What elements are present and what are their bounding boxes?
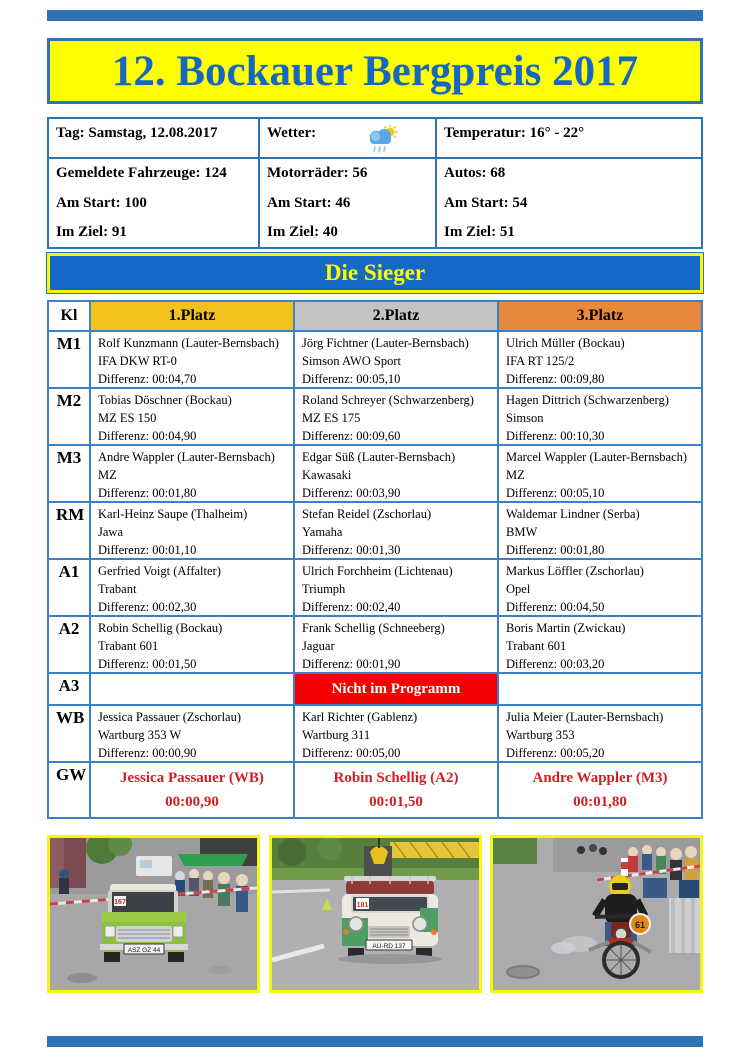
- driver-name: Markus Löffler (Zschorlau): [506, 564, 644, 578]
- overall-winner-name: Robin Schellig (A2): [333, 770, 459, 786]
- table-row-a3: [49, 674, 701, 706]
- overall-winner-name: Andre Wappler (M3): [532, 770, 668, 786]
- table-row-m3: [49, 446, 701, 503]
- driver-name: Rolf Kunzmann (Lauter-Bernsbach): [98, 336, 279, 350]
- class-label: GW: [56, 765, 87, 784]
- vehicle: Trabant: [98, 582, 137, 596]
- class-column-header: Kl: [60, 307, 78, 324]
- vehicle: MZ ES 175: [302, 411, 361, 425]
- third-place-header: 3.Platz: [497, 302, 701, 330]
- difference: Differenz: 00:05,10: [506, 486, 605, 500]
- driver-name: Gerfried Voigt (Affalter): [98, 564, 221, 578]
- title-banner: [47, 38, 703, 104]
- result-cell: [497, 446, 701, 501]
- overall-winner-cell: [293, 763, 497, 817]
- class-label: A3: [58, 676, 80, 695]
- winners-banner: [47, 253, 703, 293]
- difference: Differenz: 00:05,00: [302, 746, 401, 760]
- results-header-row: [49, 302, 701, 332]
- overall-winner-name: Jessica Passauer (WB): [120, 770, 264, 786]
- driver-name: Andre Wappler (Lauter-Bernsbach): [98, 450, 275, 464]
- result-cell: [89, 503, 293, 558]
- difference: Differenz: 00:10,30: [506, 429, 605, 443]
- overall-winner-time: 00:01,80: [573, 794, 627, 810]
- vehicle: Yamaha: [302, 525, 343, 539]
- class-label: RM: [56, 505, 85, 524]
- at-start-total: Am Start: 100: [56, 194, 147, 211]
- event-date: Tag: Samstag, 12.08.2017: [49, 119, 260, 165]
- result-cell: [293, 503, 497, 558]
- driver-name: Jessica Passauer (Zschorlau): [98, 710, 242, 724]
- sun-behind-rain-cloud-icon: [364, 124, 402, 159]
- motorcycles-count: Motorräder: 56: [267, 165, 368, 181]
- counts-cars: [437, 159, 701, 247]
- event-info-table: [47, 117, 703, 249]
- result-cell: [89, 389, 293, 444]
- at-start-motorcycles: Am Start: 46: [267, 194, 351, 211]
- photo-green-wartburg: [47, 835, 260, 993]
- driver-name: Ulrich Müller (Bockau): [506, 336, 625, 350]
- difference: Differenz: 00:01,30: [302, 543, 401, 557]
- difference: Differenz: 00:03,90: [302, 486, 401, 500]
- vehicle: Simson AWO Sport: [302, 354, 402, 368]
- difference: Differenz: 00:05,10: [302, 372, 401, 386]
- class-label: WB: [56, 708, 85, 727]
- vehicle: Jawa: [98, 525, 123, 539]
- difference: Differenz: 00:01,80: [98, 486, 197, 500]
- driver-name: Julia Meier (Lauter-Bernsbach): [506, 710, 664, 724]
- class-label: A2: [58, 619, 80, 638]
- driver-name: Jörg Fichtner (Lauter-Bernsbach): [302, 336, 469, 350]
- result-cell: [497, 560, 701, 615]
- result-cell: [89, 446, 293, 501]
- driver-name: Roland Schreyer (Schwarzenberg): [302, 393, 474, 407]
- difference: Differenz: 00:01,50: [98, 657, 197, 671]
- driver-name: Ulrich Forchheim (Lichtenau): [302, 564, 453, 578]
- vehicle: BMW: [506, 525, 538, 539]
- driver-name: Waldemar Lindner (Serba): [506, 507, 640, 521]
- table-row-wb: [49, 706, 701, 763]
- overall-winner-cell: [89, 763, 293, 817]
- winners-heading: Die Sieger: [324, 260, 426, 285]
- driver-name: Karl Richter (Gablenz): [302, 710, 418, 724]
- vehicle: Trabant 601: [98, 639, 159, 653]
- license-plate: ASZ GZ 44: [127, 947, 161, 954]
- difference: Differenz: 00:01,10: [98, 543, 197, 557]
- first-place-header: 1.Platz: [89, 302, 293, 330]
- result-cell: [293, 560, 497, 615]
- class-label: A1: [58, 562, 80, 581]
- vehicle: IFA DKW RT-0: [98, 354, 177, 368]
- table-row-a2: [49, 617, 701, 674]
- finished-motorcycles: Im Ziel: 40: [267, 224, 338, 240]
- result-cell: [89, 560, 293, 615]
- green-car: [100, 884, 188, 962]
- driver-name: Stefan Reidel (Zschorlau): [302, 507, 432, 521]
- vehicle: MZ: [506, 468, 525, 482]
- race-number: 61: [634, 920, 646, 930]
- overall-winner-cell: [497, 763, 701, 817]
- driver-name: Robin Schellig (Bockau): [98, 621, 223, 635]
- vehicle: IFA RT 125/2: [506, 354, 575, 368]
- vehicle: Trabant 601: [506, 639, 567, 653]
- second-place-header: 2.Platz: [293, 302, 497, 330]
- photo-motorcycle-rider: [490, 835, 703, 993]
- table-row-rm: [49, 503, 701, 560]
- start-number-card: 167: [114, 899, 126, 906]
- vehicle: MZ ES 150: [98, 411, 157, 425]
- photo-trabant-601: [269, 835, 482, 993]
- driver-name: Edgar Süß (Lauter-Bernsbach): [302, 450, 456, 464]
- top-decorative-bar: [47, 10, 703, 21]
- info-row-counts: [49, 159, 701, 247]
- difference: Differenz: 00:02,40: [302, 600, 401, 614]
- result-cell: [497, 503, 701, 558]
- vehicle: MZ: [98, 468, 117, 482]
- result-cell: [497, 706, 701, 761]
- vehicle: Kawasaki: [302, 468, 352, 482]
- difference: Differenz: 00:09,60: [302, 429, 401, 443]
- result-cell: [293, 617, 497, 672]
- vehicle: Opel: [506, 582, 531, 596]
- vehicle: Triumph: [302, 582, 346, 596]
- class-label: M3: [56, 448, 82, 467]
- class-label: M2: [56, 391, 82, 410]
- page-title: 12. Bockauer Bergpreis 2017: [111, 47, 639, 95]
- difference: Differenz: 00:01,90: [302, 657, 401, 671]
- info-row-top: [49, 119, 701, 159]
- driver-name: Marcel Wappler (Lauter-Bernsbach): [506, 450, 688, 464]
- driver-name: Karl-Heinz Saupe (Thalheim): [98, 507, 248, 521]
- result-cell: [89, 617, 293, 672]
- not-in-program-banner: Nicht im Programm: [293, 674, 497, 704]
- difference: Differenz: 00:04,90: [98, 429, 197, 443]
- difference: Differenz: 00:05,20: [506, 746, 605, 760]
- table-row-gw: [49, 763, 701, 817]
- difference: Differenz: 00:02,30: [98, 600, 197, 614]
- temperature: Temperatur: 16° - 22°: [444, 125, 585, 141]
- cars-count: Autos: 68: [444, 165, 506, 181]
- difference: Differenz: 00:01,80: [506, 543, 605, 557]
- vehicle: Wartburg 353 W: [98, 728, 182, 742]
- driver-name: Hagen Dittrich (Schwarzenberg): [506, 393, 669, 407]
- difference: Differenz: 00:00,90: [98, 746, 197, 760]
- finished-total: Im Ziel: 91: [56, 224, 127, 240]
- table-row-a1: [49, 560, 701, 617]
- vehicle: Wartburg 311: [302, 728, 371, 742]
- results-table: [47, 300, 703, 819]
- registered-vehicles: Gemeldete Fahrzeuge: 124: [56, 165, 227, 181]
- result-cell: [293, 332, 497, 387]
- result-cell: [89, 332, 293, 387]
- difference: Differenz: 00:09,80: [506, 372, 605, 386]
- class-label: M1: [56, 334, 82, 353]
- result-cell: [293, 389, 497, 444]
- empty-cell: [89, 674, 293, 704]
- difference: Differenz: 00:04,70: [98, 372, 197, 386]
- difference: Differenz: 00:03,20: [506, 657, 605, 671]
- weather-label: Wetter:: [267, 125, 317, 141]
- table-row-m2: [49, 389, 701, 446]
- result-cell: [293, 706, 497, 761]
- vehicle: Simson: [506, 411, 544, 425]
- result-cell: [497, 332, 701, 387]
- difference: Differenz: 00:04,50: [506, 600, 605, 614]
- vehicle: Wartburg 353: [506, 728, 575, 742]
- result-cell: [497, 617, 701, 672]
- result-cell: [89, 706, 293, 761]
- counts-total: [49, 159, 260, 247]
- driver-name: Boris Martin (Zwickau): [506, 621, 626, 635]
- license-plate: AU-RD 137: [371, 943, 406, 950]
- finished-cars: Im Ziel: 51: [444, 224, 515, 240]
- driver-name: Frank Schellig (Schneeberg): [302, 621, 445, 635]
- at-start-cars: Am Start: 54: [444, 194, 528, 211]
- photo-row: [47, 835, 703, 993]
- table-row-m1: [49, 332, 701, 389]
- overall-winner-time: 00:01,50: [369, 794, 423, 810]
- bottom-decorative-bar: [47, 1036, 703, 1047]
- vehicle: Jaguar: [302, 639, 335, 653]
- overall-winner-time: 00:00,90: [165, 794, 219, 810]
- counts-motorcycles: [260, 159, 437, 247]
- driver-name: Tobias Döschner (Bockau): [98, 393, 232, 407]
- empty-cell: [497, 674, 701, 704]
- result-cell: [293, 446, 497, 501]
- result-cell: [497, 389, 701, 444]
- start-number-card: 181: [356, 902, 368, 909]
